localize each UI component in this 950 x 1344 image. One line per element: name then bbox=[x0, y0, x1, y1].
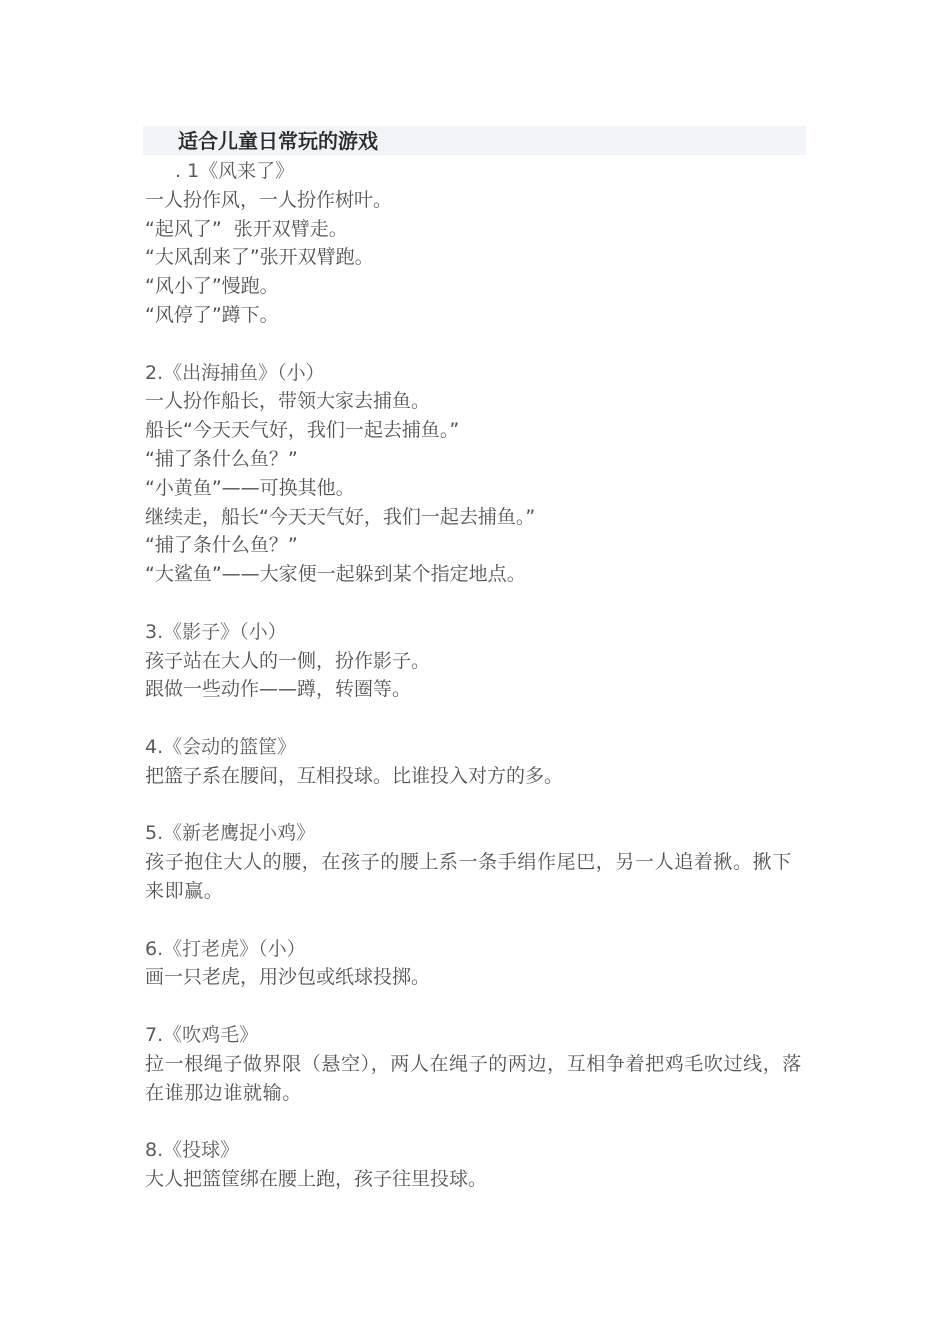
paragraph-gap bbox=[145, 704, 805, 733]
document-body bbox=[145, 157, 805, 1194]
document-title: 适合儿童日常玩的游戏 bbox=[178, 129, 378, 153]
game-line: 画一只老虎，用沙包或纸球投掷。 bbox=[145, 966, 431, 989]
game-line: 一人扮作风，一人扮作树叶。 bbox=[145, 188, 393, 211]
paragraph-gap bbox=[145, 791, 805, 820]
game-line: “捕了条什么鱼？” bbox=[145, 447, 298, 470]
game-line: 拉一根绳子做界限（悬空），两人在绳子的两边，互相争着把鸡毛吹过线，落在谁那边谁就输。 bbox=[145, 1052, 802, 1104]
game-line: “起风了” 张开双臂走。 bbox=[145, 217, 348, 240]
paragraph-gap bbox=[145, 589, 805, 618]
paragraph-gap bbox=[145, 330, 805, 359]
paragraph-gap bbox=[145, 1107, 805, 1136]
game-line: 把篮子系在腰间，互相投球。比谁投入对方的多。 bbox=[145, 764, 564, 787]
game-line: 孩子抱住大人的腰，在孩子的腰上系一条手绢作尾巴，另一人追着揪。揪下来即赢。 bbox=[145, 851, 792, 902]
game-line: “小黄鱼”——可换其他。 bbox=[145, 476, 355, 499]
game-line: “大风刮来了”张开双臂跑。 bbox=[145, 246, 374, 269]
game-line: 继续走，船长“今天天气好，我们一起去捕鱼。” bbox=[145, 505, 536, 528]
game-line: “大鲨鱼”——大家便一起躲到某个指定地点。 bbox=[145, 563, 526, 586]
game-heading: . 1《风来了》 bbox=[175, 160, 295, 182]
game-heading: 8.《投球》 bbox=[145, 1139, 240, 1162]
game-heading: 7.《吹鸡毛》 bbox=[145, 1023, 259, 1046]
game-line: 船长“今天天气好，我们一起去捕鱼。” bbox=[145, 419, 460, 442]
game-line: “捕了条什么鱼？” bbox=[145, 534, 298, 557]
game-line: 跟做一些动作——蹲，转圈等。 bbox=[145, 678, 412, 701]
game-heading: 6.《打老虎》（小） bbox=[145, 937, 306, 960]
paragraph-gap bbox=[145, 906, 805, 935]
game-heading: 5.《新老鹰捉小鸡》 bbox=[145, 822, 316, 845]
game-heading: 3.《影子》（小） bbox=[145, 620, 287, 643]
game-line: 孩子站在大人的一侧，扮作影子。 bbox=[145, 649, 431, 672]
game-line: “风小了”慢跑。 bbox=[145, 275, 279, 298]
game-heading: 2.《出海捕鱼》（小） bbox=[145, 361, 325, 384]
game-heading: 4.《会动的篮筐》 bbox=[145, 735, 297, 758]
paragraph-gap bbox=[145, 992, 805, 1021]
game-line: 一人扮作船长，带领大家去捕鱼。 bbox=[145, 390, 431, 413]
game-line: “风停了”蹲下。 bbox=[145, 303, 279, 326]
game-line: 大人把篮筐绑在腰上跑，孩子往里投球。 bbox=[145, 1167, 488, 1190]
